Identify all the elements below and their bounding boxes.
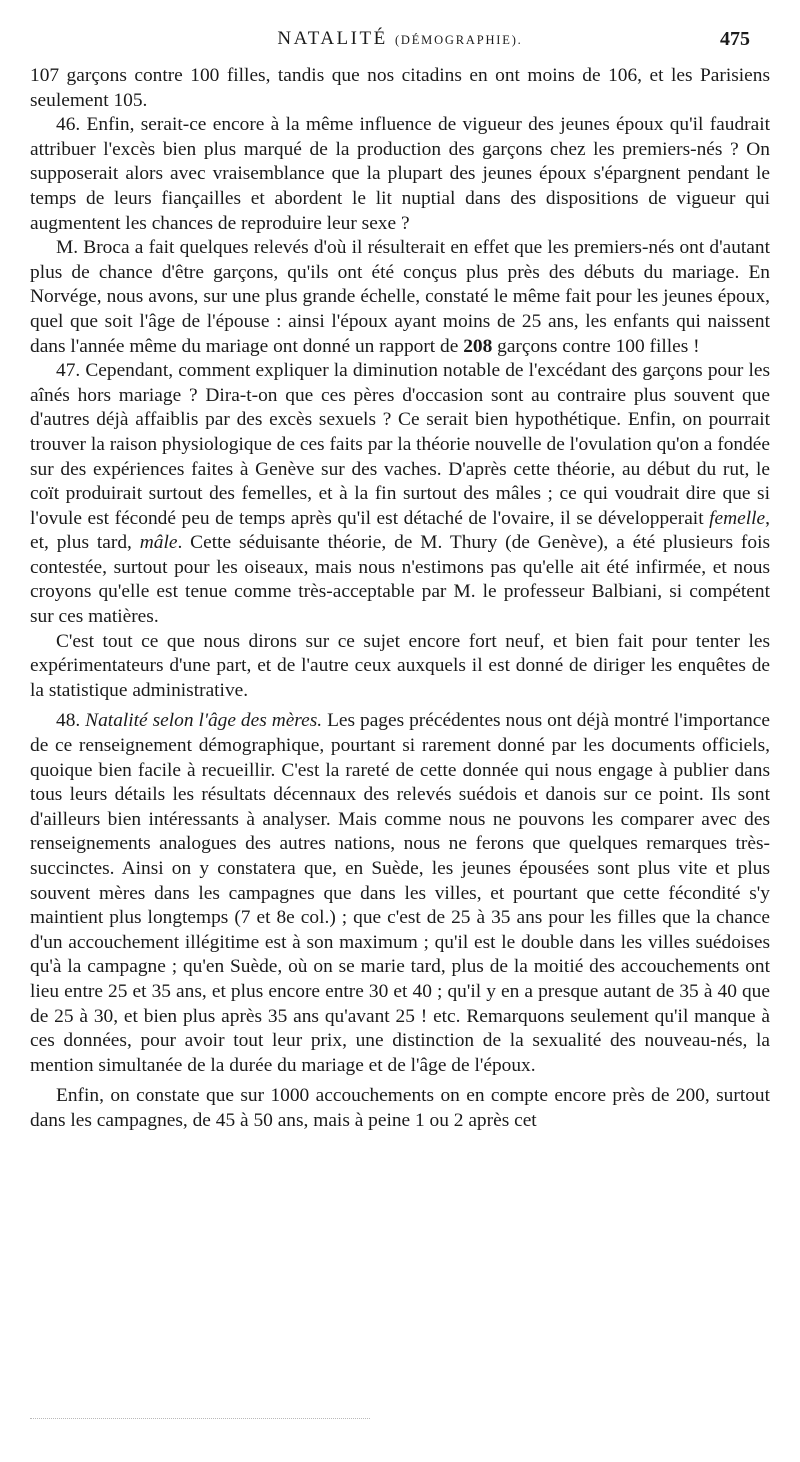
paragraph-broca-end: garçons contre 100 filles ! bbox=[492, 335, 700, 357]
section-heading-natalite-age-meres: Natalité selon l'âge des mères. bbox=[85, 710, 323, 732]
paragraph-46: 46. Enfin, serait-ce encore à la même influence de vigueur des jeunes époux qu'il faudrait attribuer l'excès bien plus marqué de la production des garçons chez les premiers-nés ? On supposerait alors avec vraisemblance que la plupart des jeunes époux s'épargnent pendant le temps de leurs fiançailles et abordent le lit nuptial dans des dispositions de vigueur qui augmentent les chances de reproduire leur sexe ? bbox=[30, 114, 770, 234]
page-header bbox=[30, 14, 770, 64]
ratio-value: 208 bbox=[463, 335, 493, 357]
paragraph-48-text: Les pages précédentes nous ont déjà montré l'importance de ce renseignement démographique, pourtant si rarement donné par les documents officiels, quoique bien facile à recueillir. C'est la rareté de cette donnée qui nous engage à publier dans tous leurs détails les résultats décennaux des relevés suédois et danois sur ce point. Ils sont d'ailleurs bien intéressants à analyser. Mais comme nous ne pouvons les comparer avec des renseignements analogues des autres nations, nous ne ferons que quelques remarques très-succinctes. Ainsi on y constatera que, en Suède, les jeunes épousées sont plus vite et plus souvent mères dans les campagnes que dans les villes, et pourtant que cette fécondité s'y maintient plus longtemps (7 et 8e col.) ; que c'est de 25 à 35 ans pour les filles que la chance d'un accouchement illégitime est à son maximum ; qu'il est le double dans les villes suédoises qu'à la campagne ; qu'en Suède, où on se marie tard, plus de la moitié des accouchements ont lieu entre 25 et 35 ans, et plus encore entre 30 et 40 ; qu'il y en a presque autant de 35 à 40 que de 25 à 30, et bien plus après 35 ans qu'avant 25 ! etc. Remarquons seulement qu'il manque à ces données, pour avoir tout leur prix, une distinction de la sexualité des nouveau-nés, la mention simultanée de la durée du mariage et de l'âge de l'époux. bbox=[30, 710, 770, 1076]
term-male: mâle bbox=[139, 532, 178, 554]
book-page bbox=[30, 14, 770, 1134]
running-title-main: NATALITÉ bbox=[277, 28, 388, 49]
paragraph-continued: 107 garçons contre 100 filles, tandis que nos citadins en ont moins de 106, et les Parisiens seulement 105. bbox=[30, 65, 770, 111]
body-text bbox=[30, 64, 770, 1134]
paragraph-broca bbox=[30, 236, 770, 359]
paragraph-final: Enfin, on constate que sur 1000 accouchements on en compte encore près de 200, surtout dans les campagnes, de 45 à 50 ans, mais à peine 1 ou 2 après cet bbox=[30, 1085, 770, 1131]
paragraph-47-end: . Cette séduisante théorie, de M. Thury (de Genève), a été plusieurs fois contestée, surtout pour les oiseaux, mais nous n'estimons pas qu'elle ait été infirmée, et nous croyons qu'elle est tenue comme très-acceptable par M. le professeur Balbiani, si compétent sur ces matières. bbox=[30, 532, 771, 628]
paragraph-48-number: 48. bbox=[56, 710, 86, 732]
paragraph-48 bbox=[30, 709, 770, 1078]
footer-divider bbox=[30, 1418, 370, 1419]
paragraph-conclusion: C'est tout ce que nous dirons sur ce sujet encore fort neuf, et bien fait pour tenter les expérimentateurs d'une part, et de l'autre ceux auxquels il est donné de diriger les enquêtes de la statistique administrative. bbox=[30, 630, 770, 701]
paragraph-47-mid: , et, plus tard, bbox=[30, 507, 770, 554]
term-femelle: femelle bbox=[709, 507, 766, 529]
running-title-subtitle: (DÉMOGRAPHIE). bbox=[394, 33, 523, 47]
paragraph-47-text: 47. Cependant, comment expliquer la diminution notable de l'excédant des garçons pour les aînés hors mariage ? Dira-t-on que ces pères d'occasion sont au contraire plus souvent que d'autres déjà affaiblis par des excès sexuels ? Ce serait bien hypothétique. Enfin, on pourrait trouver la raison physiologique de ces faits par la théorie nouvelle de l'ovulation qu'on a fondée sur des expériences faites à Genève sur des vaches. D'après cette théorie, au début du rut, le coït produirait surtout des femelles, et à la fin surtout des mâles ; ce qui voudrait dire que si l'ovule est fécondé peu de temps après qu'il est détaché de l'ovaire, il se développerait bbox=[30, 360, 770, 529]
paragraph-broca-text: M. Broca a fait quelques relevés d'où il résulterait en effet que les premiers-nés ont d'autant plus de chance d'être garçons, qu'ils ont été conçus plus près des débuts du mariage. En Norvége, nous avons, sur une plus grande échelle, constaté le même fait pour les jeunes époux, quel que soit l'âge de l'épouse : ainsi l'époux ayant moins de 25 ans, les enfants qui naissent dans l'année même du mariage ont donné un rapport de bbox=[30, 237, 770, 357]
running-title bbox=[30, 28, 770, 50]
paragraph-47 bbox=[30, 359, 770, 630]
page-number: 475 bbox=[720, 28, 750, 50]
